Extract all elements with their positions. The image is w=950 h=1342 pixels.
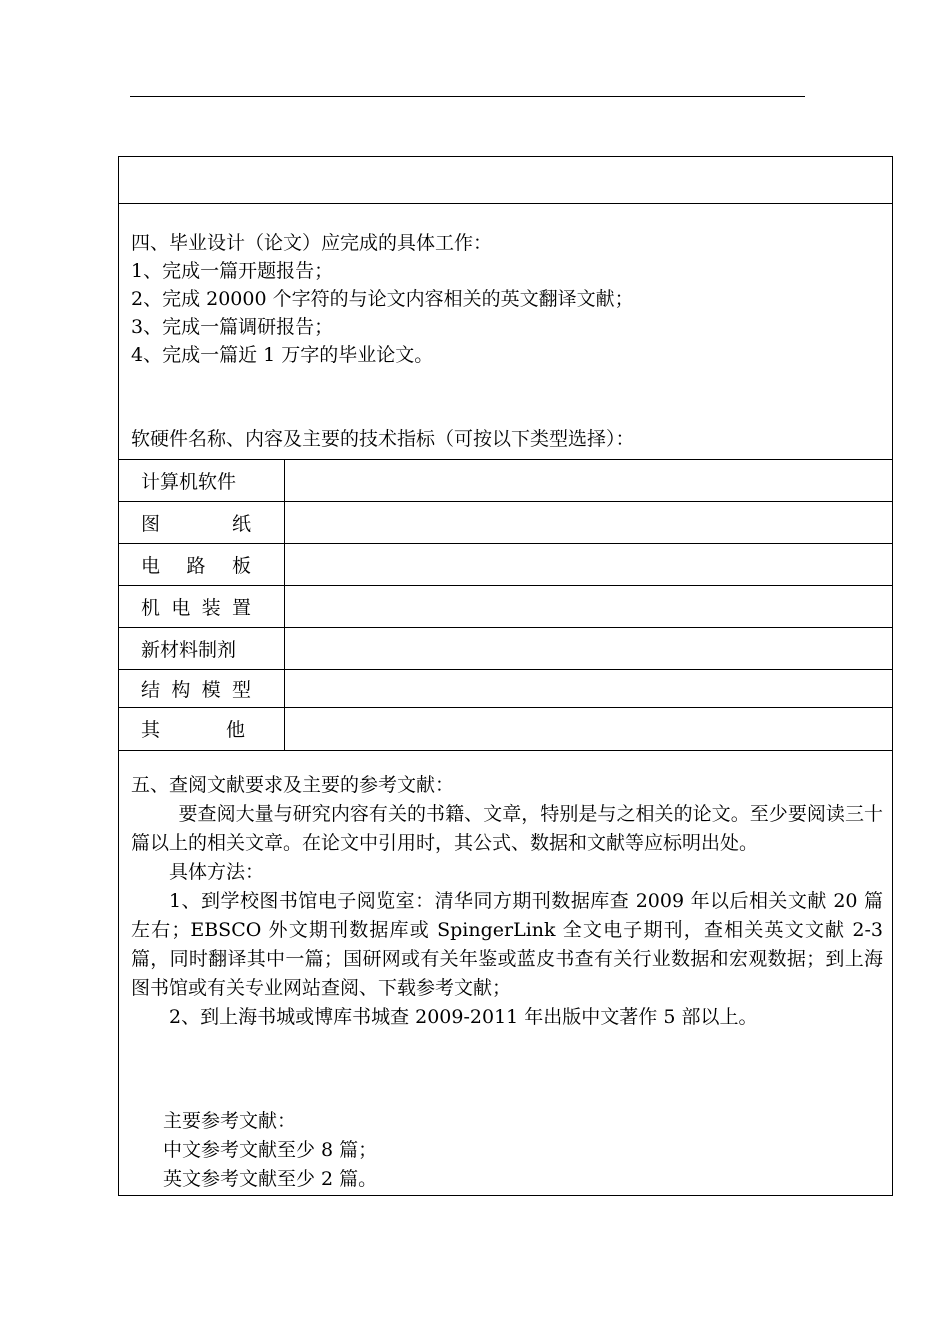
blank-header-row bbox=[119, 157, 892, 204]
header-rule bbox=[130, 96, 805, 97]
spec-label bbox=[141, 586, 251, 627]
spec-value[interactable] bbox=[286, 460, 892, 501]
reading-requirement: 要查阅大量与研究内容有关的书籍、文章，特别是与之相关的论文。至少要阅读三十篇以上的相关文章。在论文中引用时，其公式、数据和文献等应标明出处。 bbox=[131, 803, 883, 854]
spec-value[interactable] bbox=[286, 628, 892, 669]
methods-title: 具体方法： bbox=[169, 861, 265, 883]
spec-label bbox=[141, 502, 251, 543]
main-references bbox=[163, 1107, 377, 1194]
spec-value[interactable] bbox=[286, 708, 892, 748]
section-4 bbox=[131, 229, 880, 369]
spec-label-char: 板 bbox=[231, 555, 251, 577]
spec-label-char: 电 bbox=[171, 597, 191, 619]
task-form-table bbox=[118, 156, 893, 1196]
spec-label bbox=[141, 708, 245, 748]
spec-label-char: 模 bbox=[201, 679, 221, 701]
work-item-1: 1、完成一篇开题报告； bbox=[131, 260, 334, 282]
spec-label-char: 其 bbox=[141, 718, 161, 741]
spec-label-char: 装 bbox=[201, 597, 221, 619]
spec-row-electromechanical bbox=[119, 586, 892, 628]
specs-title: 软硬件名称、内容及主要的技术指标（可按以下类型选择）： bbox=[131, 428, 635, 450]
section-4-title: 四、毕业设计（论文）应完成的具体工作： bbox=[131, 232, 493, 254]
work-item-2: 2、完成 20000 个字符的与论文内容相关的英文翻译文献； bbox=[131, 288, 634, 310]
method-2: 2、到上海书城或博库书城查 2009-2011 年出版中文著作 5 部以上。 bbox=[169, 1006, 758, 1028]
spec-label-char: 置 bbox=[231, 597, 251, 619]
spec-row-software bbox=[119, 460, 892, 502]
spec-row-other bbox=[119, 708, 892, 748]
spec-row-structural-model bbox=[119, 670, 892, 708]
spec-label-char: 构 bbox=[171, 679, 191, 701]
spec-label bbox=[141, 670, 251, 707]
spec-label-char: 结 bbox=[141, 679, 161, 701]
spec-label bbox=[141, 544, 251, 585]
section-5-title: 五、查阅文献要求及主要的参考文献： bbox=[131, 774, 455, 796]
spec-value[interactable] bbox=[286, 670, 892, 707]
spec-label-char: 电 bbox=[141, 555, 161, 577]
spec-label-char: 图 bbox=[141, 513, 161, 535]
spec-label-char: 纸 bbox=[231, 513, 251, 535]
method-1: 1、到学校图书馆电子阅览室：清华同方期刊数据库查 2009 年以后相关文献 20 篇左右；EBSCO 外文期刊数据库或 SpingerLink 全文电子期刊，查相关英文文献 2-3 篇，同时翻译其中一篇；国研网或有关年鉴或蓝皮书查有关行业数据和宏观数据；到上海图书馆或有关专业网站查阅、下载参考文献； bbox=[131, 890, 883, 999]
spec-row-drawings bbox=[119, 502, 892, 544]
spec-label-char: 路 bbox=[186, 555, 206, 577]
work-item-3: 3、完成一篇调研报告； bbox=[131, 316, 334, 338]
spec-label-char: 他 bbox=[225, 718, 245, 741]
spec-row-new-materials bbox=[119, 628, 892, 670]
references-title: 主要参考文献： bbox=[163, 1110, 297, 1132]
work-item-4: 4、完成一篇近 1 万字的毕业论文。 bbox=[131, 344, 434, 366]
spec-value[interactable] bbox=[286, 586, 892, 627]
spec-label: 计算机软件 bbox=[141, 471, 237, 493]
chinese-references: 中文参考文献至少 8 篇； bbox=[163, 1139, 378, 1161]
spec-label-char: 机 bbox=[141, 597, 161, 619]
english-references: 英文参考文献至少 2 篇。 bbox=[163, 1168, 378, 1190]
spec-row-circuit-board bbox=[119, 544, 892, 586]
section-5 bbox=[131, 771, 883, 1032]
spec-value[interactable] bbox=[286, 502, 892, 543]
spec-value[interactable] bbox=[286, 544, 892, 585]
spec-label: 新材料制剂 bbox=[141, 639, 237, 661]
specs-table bbox=[119, 459, 892, 751]
spec-label-char: 型 bbox=[231, 679, 251, 701]
